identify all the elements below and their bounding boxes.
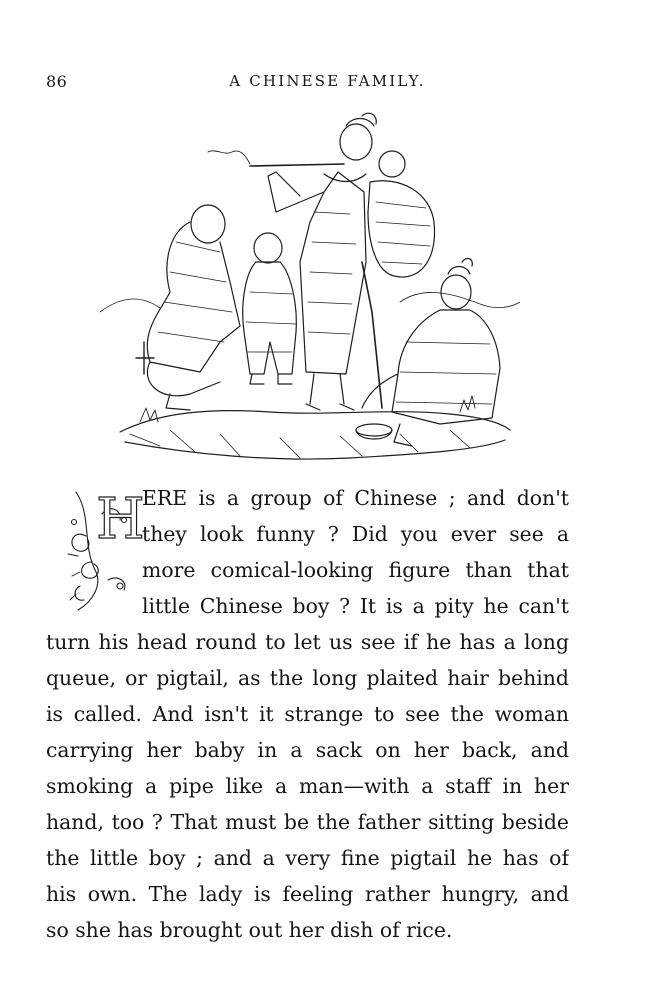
text-line: the little boy ; and a very fine pigtail he has of (46, 846, 569, 870)
running-title: A CHINESE FAMILY. (229, 72, 426, 90)
text-line: little Chinese boy ? It is a pity he can't (142, 594, 569, 618)
text-line: more comical-looking figure than that (142, 558, 569, 582)
text-line: so she has brought out her dish of rice. (46, 918, 453, 942)
text-line: is called. And isn't it strange to see the woman (46, 702, 569, 726)
ornamental-drop-cap (62, 476, 154, 616)
text-line: smoking a pipe like a man—with a staff in her (46, 774, 569, 798)
text-line: turn his head round to let us see if he has a long (46, 630, 569, 654)
chinese-family-illustration (100, 112, 520, 472)
drop-cap-letter: H (96, 487, 145, 552)
page-number: 86 (46, 72, 68, 91)
text-line: carrying her baby in a sack on her back, and (46, 738, 569, 762)
text-line: ERE is a group of Chinese ; and don't (142, 486, 569, 510)
text-line: queue, or pigtail, as the long plaited hair behind (46, 666, 569, 690)
running-header (46, 72, 569, 98)
text-line: hand, too ? That must be the father sitting beside (46, 810, 569, 834)
text-line: they look funny ? Did you ever see a (142, 522, 569, 546)
text-line: his own. The lady is feeling rather hungry, and (46, 882, 569, 906)
